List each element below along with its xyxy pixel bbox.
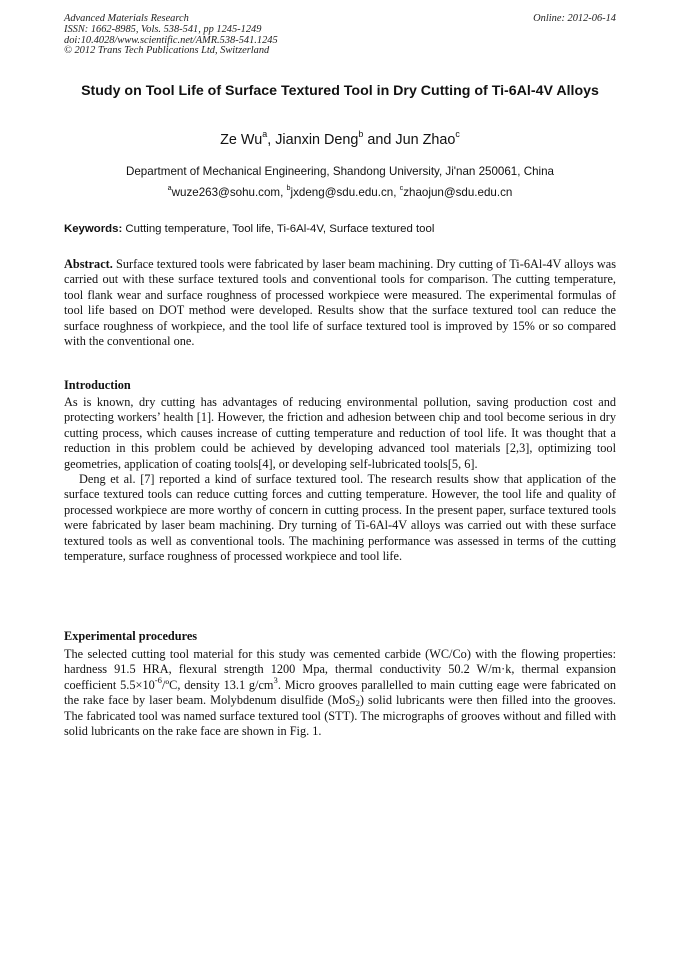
author-list [64, 131, 616, 149]
email-mark: a [167, 183, 172, 193]
paragraph [64, 647, 616, 739]
paragraph: Deng et al. [7] reported a kind of surface textured tool. The research results show that application of the surface textured tools can reduce cutting forces and cutting temperature. However, the tool life and quality of processed workpiece are more worthy of concern in cutting process. In the present paper, surface textured tools were fabricated by laser beam machining. Dry turning of Ti-6Al-4V alloys was carried out with these surface textured tools as well as conventional tools. The machining performance was assessed in terms of the cutting temperature, surface roughness of processed workpiece and tool life. [64, 472, 616, 564]
section-heading-experimental: Experimental procedures [64, 629, 198, 643]
abstract-text: Surface textured tools were fabricated by laser beam machining. Dry cutting of Ti-6Al-4V alloys was carried out with these surface textured tools and conventional tools for comparison. The cutting temperature, tool flank wear and surface roughness of processed workpiece were measured. The experimental formulas of tool life based on DOT method were developed. Results show that the surface textured tool can reduce the surface roughness of workpiece, and the tool life of surface textured tool is improved by 15% or so compared with the conventional one. [64, 257, 616, 349]
journal-issn: ISSN: 1662-8985, Vols. 538-541, pp 1245-1249 [64, 23, 262, 35]
keywords-label: Keywords: [64, 223, 123, 235]
journal-header [64, 14, 616, 57]
online-date: Online: 2012-06-14 [533, 13, 616, 24]
author-name: Jianxin Deng [275, 132, 359, 148]
journal-doi: doi:10.4028/www.scientific.net/AMR.538-541.1245 [64, 34, 278, 46]
text-run: ) solid lubricants were then filled into the grooves. The fabricated tool was named surface textured tool (STT). The micrographs of grooves without and filled with solid lubricants on the rake face are shown in Fig. 1. [64, 693, 616, 739]
email-address: zhaojun@sdu.edu.cn [403, 186, 513, 199]
author-affil-mark: a [262, 129, 268, 140]
author-emails [64, 185, 616, 201]
author-affil-mark: c [455, 129, 460, 140]
author-separator: , [267, 132, 276, 148]
email-mark: b [286, 183, 291, 193]
affiliation: Department of Mechanical Engineering, Shandong University, Ji'nan 250061, China [125, 165, 554, 178]
paper-title: Study on Tool Life of Surface Textured Tool in Dry Cutting of Ti-6Al-4V Alloys [81, 83, 599, 99]
author-name: Jun Zhao [395, 132, 456, 148]
author-separator: and [363, 132, 396, 148]
abstract [64, 257, 616, 349]
abstract-label: Abstract. [64, 257, 113, 271]
author-name: Ze Wu [220, 132, 263, 148]
section-heading-introduction: Introduction [64, 378, 131, 392]
text-run: /ºC, density 13.1 g/cm [161, 677, 274, 692]
introduction-body [64, 395, 616, 564]
subscript: 2 [355, 698, 360, 709]
text-run: . Micro grooves parallelled to main cutting eage were fabricated on the rake face by laser beam. Molybdenum disulfide (MoS [64, 677, 617, 708]
experimental-body [64, 647, 616, 739]
superscript: 3 [273, 674, 278, 685]
author-affil-mark: b [358, 129, 364, 140]
journal-name: Advanced Materials Research [64, 13, 189, 24]
text-run: The selected cutting tool material for this study was cemented carbide (WC/Co) with the flowing properties: hardness 91.5 HRA, flexural strength 1200 Mpa, thermal conductivity 50.2 W/m·k, thermal expansion coefficient 5.5×10 [64, 647, 616, 692]
email-mark: c [399, 183, 404, 193]
paragraph: As is known, dry cutting has advantages of reducing environmental pollution, saving production cost and protecting workers’ health [1]. However, the friction and adhesion between chip and tool become serious in dry cutting process, which causes increase of cutting temperature and reduction of tool life. It was thought that a reduction in this problem could be achieved by developing advanced tool materials [2,3], optimizing tool geometries, application of coating tools[4], or developing self-lubricated tools[5, 6]. [64, 395, 616, 471]
journal-copyright: © 2012 Trans Tech Publications Ltd, Switzerland [64, 45, 270, 57]
keywords [64, 221, 616, 237]
keywords-text: Cutting temperature, Tool life, Ti-6Al-4V, Surface textured tool [122, 223, 435, 235]
superscript: -6 [154, 674, 162, 685]
email-address: wuze263@sohu.com, [171, 186, 287, 199]
email-address: jxdeng@sdu.edu.cn, [290, 186, 400, 199]
